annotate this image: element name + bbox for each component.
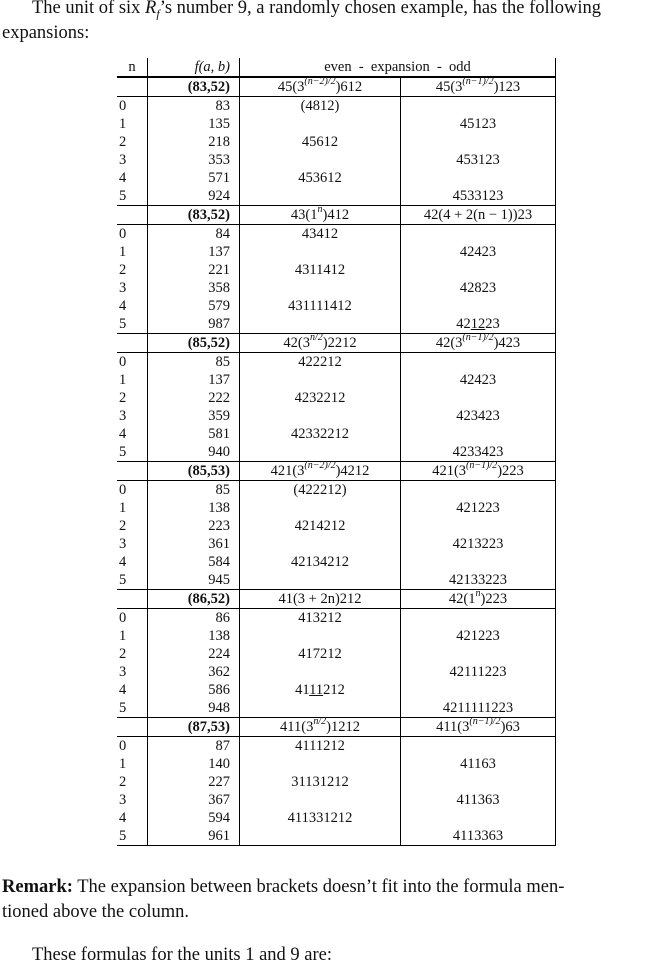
row-odd-expansion: 45123	[401, 115, 556, 133]
header-expansion	[240, 58, 556, 77]
row-even-expansion: 422212	[240, 353, 401, 372]
table-row	[117, 553, 556, 571]
formula-post: )123	[493, 79, 521, 95]
expansion-underlined-part: 11	[309, 682, 324, 698]
formula-post: )63	[500, 719, 520, 735]
row-odd-expansion: 4211111223	[401, 699, 556, 718]
group-header-n-cell	[117, 590, 148, 609]
row-even-expansion: 413212	[240, 609, 401, 628]
group-header-n-cell	[117, 718, 148, 737]
row-even-expansion	[240, 681, 401, 699]
row-even-expansion	[240, 443, 401, 462]
group-header-row	[117, 77, 556, 97]
table-row	[117, 645, 556, 663]
row-odd-expansion	[401, 481, 556, 500]
rf-symbol	[145, 0, 160, 21]
group-header-row	[117, 206, 556, 225]
formula-exponent: (n−2)/2	[304, 460, 336, 472]
row-f-value: 137	[148, 243, 240, 261]
formula-post: )412	[322, 207, 350, 223]
expansion-part: 41	[295, 682, 310, 698]
row-f-value: 961	[148, 827, 240, 846]
table-row	[117, 755, 556, 773]
row-even-expansion: 417212	[240, 645, 401, 663]
formula-pre: 411(3	[280, 719, 314, 735]
row-n: 3	[117, 791, 148, 809]
row-n: 1	[117, 243, 148, 261]
row-n: 3	[117, 151, 148, 169]
row-even-expansion: 453612	[240, 169, 401, 187]
row-odd-expansion	[401, 169, 556, 187]
table-row	[117, 243, 556, 261]
row-f-value: 945	[148, 571, 240, 590]
row-n: 1	[117, 371, 148, 389]
outro-text: These formulas for the units 1 and 9 are:	[32, 945, 333, 965]
row-even-expansion	[240, 151, 401, 169]
row-f-value: 987	[148, 315, 240, 334]
group-pair: (83,52)	[148, 77, 240, 97]
row-n: 5	[117, 443, 148, 462]
even-formula	[240, 462, 401, 481]
group-header-row	[117, 334, 556, 353]
row-n: 4	[117, 169, 148, 187]
table-row	[117, 169, 556, 187]
row-n: 3	[117, 663, 148, 681]
row-even-expansion: 4232212	[240, 389, 401, 407]
intro-text-pre: The unit of six	[32, 0, 146, 18]
expansion-part: 23	[485, 316, 500, 332]
table-row	[117, 699, 556, 718]
row-n: 0	[117, 737, 148, 756]
formula-post: )423	[493, 335, 521, 351]
row-even-expansion	[240, 791, 401, 809]
formula-exponent: (n−1)/2	[462, 76, 494, 88]
row-n: 1	[117, 115, 148, 133]
row-n: 5	[117, 315, 148, 334]
row-even-expansion	[240, 699, 401, 718]
row-odd-expansion: 42423	[401, 243, 556, 261]
row-n: 1	[117, 627, 148, 645]
header-n: n	[117, 58, 148, 77]
table-row	[117, 389, 556, 407]
table-row	[117, 499, 556, 517]
row-odd-expansion: 4113363	[401, 827, 556, 846]
table-row	[117, 371, 556, 389]
formula-exponent: (n−1)/2	[462, 332, 494, 344]
row-n: 2	[117, 645, 148, 663]
row-n: 4	[117, 425, 148, 443]
odd-formula	[401, 334, 556, 353]
intro-text-post: ’s number 9, a randomly chosen example, has the following	[159, 0, 602, 18]
row-n: 5	[117, 571, 148, 590]
remark-text-1: The expansion between brackets doesn’t fit into the formula men-	[72, 877, 565, 897]
remark-line-1	[2, 875, 564, 899]
odd-formula	[401, 590, 556, 609]
table-row	[117, 443, 556, 462]
row-odd-expansion	[401, 353, 556, 372]
row-even-expansion	[240, 571, 401, 590]
row-odd-expansion: 423423	[401, 407, 556, 425]
row-odd-expansion	[401, 389, 556, 407]
row-even-expansion: 4111212	[240, 737, 401, 756]
even-formula	[240, 77, 401, 97]
row-f-value: 83	[148, 97, 240, 116]
odd-formula	[401, 206, 556, 225]
row-f-value: 138	[148, 499, 240, 517]
table-row	[117, 609, 556, 628]
table-row	[117, 115, 556, 133]
row-even-expansion	[240, 663, 401, 681]
row-odd-expansion: 42111223	[401, 663, 556, 681]
table-row	[117, 773, 556, 791]
formula-exponent: (n−1)/2	[466, 460, 498, 472]
row-even-expansion	[240, 279, 401, 297]
formula-pre: 42(3	[435, 335, 463, 351]
expansion-part: 212	[323, 682, 345, 698]
intro-line-1	[32, 0, 601, 26]
row-odd-expansion	[401, 681, 556, 699]
row-n: 1	[117, 499, 148, 517]
row-f-value: 594	[148, 809, 240, 827]
row-n: 4	[117, 297, 148, 315]
row-f-value: 361	[148, 535, 240, 553]
expansion-part: 42	[456, 316, 471, 332]
row-f-value: 227	[148, 773, 240, 791]
row-even-expansion	[240, 187, 401, 206]
row-odd-expansion	[401, 609, 556, 628]
odd-formula	[401, 462, 556, 481]
row-even-expansion	[240, 827, 401, 846]
formula-post: )223	[497, 463, 524, 479]
formula-pre: 43(1	[290, 207, 318, 223]
row-even-expansion: (422212)	[240, 481, 401, 500]
table-row	[117, 279, 556, 297]
row-f-value: 85	[148, 353, 240, 372]
formula-pre: 45(3	[435, 79, 463, 95]
odd-formula	[401, 718, 556, 737]
row-even-expansion	[240, 115, 401, 133]
table-row	[117, 97, 556, 116]
row-even-expansion: 42332212	[240, 425, 401, 443]
row-n: 5	[117, 187, 148, 206]
row-odd-expansion	[401, 225, 556, 244]
group-pair: (85,52)	[148, 334, 240, 353]
table-row	[117, 571, 556, 590]
row-odd-expansion: 421223	[401, 499, 556, 517]
formula-exponent: n	[317, 204, 323, 216]
row-f-value: 138	[148, 627, 240, 645]
formula-pre: 45(3	[277, 79, 305, 95]
group-header-n-cell	[117, 462, 148, 481]
row-even-expansion: 43412	[240, 225, 401, 244]
table-row	[117, 809, 556, 827]
row-odd-expansion	[401, 133, 556, 151]
table-row	[117, 297, 556, 315]
row-odd-expansion	[401, 97, 556, 116]
row-f-value: 86	[148, 609, 240, 628]
row-even-expansion: 42134212	[240, 553, 401, 571]
group-header-n-cell	[117, 334, 148, 353]
expansion-table	[117, 58, 556, 846]
remark-label: Remark:	[2, 877, 73, 897]
row-f-value: 362	[148, 663, 240, 681]
table-column-header-row	[117, 58, 556, 77]
row-f-value: 358	[148, 279, 240, 297]
row-f-value: 87	[148, 737, 240, 756]
row-f-value: 940	[148, 443, 240, 462]
row-even-expansion	[240, 755, 401, 773]
row-even-expansion	[240, 627, 401, 645]
even-formula	[240, 334, 401, 353]
row-n: 4	[117, 553, 148, 571]
row-odd-expansion	[401, 517, 556, 535]
row-odd-expansion: 42133223	[401, 571, 556, 590]
row-even-expansion	[240, 243, 401, 261]
row-f-value: 224	[148, 645, 240, 663]
header-expansion-text: even - expansion - odd	[324, 59, 471, 75]
row-n: 2	[117, 389, 148, 407]
group-header-n-cell	[117, 206, 148, 225]
row-even-expansion: 4214212	[240, 517, 401, 535]
odd-formula	[401, 77, 556, 97]
rf-base: R	[145, 0, 157, 18]
table-row	[117, 315, 556, 334]
row-n: 3	[117, 535, 148, 553]
row-f-value: 223	[148, 517, 240, 535]
row-n: 0	[117, 225, 148, 244]
row-f-value: 85	[148, 481, 240, 500]
row-f-value: 84	[148, 225, 240, 244]
table-row	[117, 737, 556, 756]
row-f-value: 367	[148, 791, 240, 809]
row-even-expansion	[240, 371, 401, 389]
row-odd-expansion	[401, 261, 556, 279]
table-row	[117, 353, 556, 372]
formula-post: )2212	[322, 335, 357, 351]
row-even-expansion: 4311412	[240, 261, 401, 279]
row-odd-expansion	[401, 315, 556, 334]
row-f-value: 581	[148, 425, 240, 443]
row-even-expansion: 431111412	[240, 297, 401, 315]
row-n: 2	[117, 517, 148, 535]
table-row	[117, 481, 556, 500]
row-odd-expansion	[401, 553, 556, 571]
table-row	[117, 261, 556, 279]
row-odd-expansion	[401, 645, 556, 663]
table-row	[117, 425, 556, 443]
table-row	[117, 517, 556, 535]
row-n: 0	[117, 353, 148, 372]
row-odd-expansion	[401, 737, 556, 756]
row-f-value: 359	[148, 407, 240, 425]
row-odd-expansion: 411363	[401, 791, 556, 809]
row-f-value: 221	[148, 261, 240, 279]
even-formula	[240, 590, 401, 609]
row-f-value: 586	[148, 681, 240, 699]
row-f-value: 140	[148, 755, 240, 773]
table-row	[117, 225, 556, 244]
row-odd-expansion: 4213223	[401, 535, 556, 553]
row-f-value: 353	[148, 151, 240, 169]
row-f-value: 924	[148, 187, 240, 206]
row-even-expansion: 411331212	[240, 809, 401, 827]
rf-subscript: f	[156, 6, 160, 21]
row-f-value: 218	[148, 133, 240, 151]
row-n: 0	[117, 97, 148, 116]
row-f-value: 135	[148, 115, 240, 133]
row-n: 2	[117, 133, 148, 151]
row-n: 5	[117, 699, 148, 718]
row-even-expansion	[240, 315, 401, 334]
formula-pre: 42(1	[448, 591, 476, 607]
formula-post: )4212	[335, 463, 370, 479]
group-pair: (87,53)	[148, 718, 240, 737]
formula-exponent: n/2	[309, 332, 323, 344]
row-n: 0	[117, 609, 148, 628]
row-f-value: 948	[148, 699, 240, 718]
intro-line-2: expansions:	[2, 23, 90, 43]
table-row	[117, 791, 556, 809]
group-header-n-cell	[117, 77, 148, 97]
formula-post: )223	[480, 591, 508, 607]
row-n: 1	[117, 755, 148, 773]
row-n: 4	[117, 809, 148, 827]
formula-pre: 421(3	[270, 463, 305, 479]
row-f-value: 579	[148, 297, 240, 315]
group-pair: (86,52)	[148, 590, 240, 609]
formula-exponent: n/2	[313, 716, 327, 728]
row-even-expansion: 31131212	[240, 773, 401, 791]
row-f-value: 584	[148, 553, 240, 571]
row-odd-expansion: 421223	[401, 627, 556, 645]
row-odd-expansion: 42823	[401, 279, 556, 297]
row-f-value: 137	[148, 371, 240, 389]
row-odd-expansion	[401, 297, 556, 315]
row-odd-expansion: 4233423	[401, 443, 556, 462]
row-odd-expansion: 4533123	[401, 187, 556, 206]
row-even-expansion	[240, 535, 401, 553]
row-even-expansion: 45612	[240, 133, 401, 151]
formula-pre: 411(3	[436, 719, 470, 735]
row-f-value: 222	[148, 389, 240, 407]
formula-pre: 41(3 + 2n)212	[278, 591, 362, 607]
expansion-underlined-part: 12	[470, 316, 486, 332]
table-row	[117, 663, 556, 681]
formula-exponent: n	[475, 588, 481, 600]
formula-post: )1212	[326, 719, 360, 735]
row-n: 5	[117, 827, 148, 846]
group-header-row	[117, 590, 556, 609]
row-odd-expansion: 42423	[401, 371, 556, 389]
row-n: 2	[117, 773, 148, 791]
table-row	[117, 681, 556, 699]
row-n: 3	[117, 407, 148, 425]
table-row	[117, 133, 556, 151]
table-body	[117, 77, 556, 846]
formula-pre: 42(3	[283, 335, 310, 351]
formula-post: )612	[335, 79, 363, 95]
row-n: 2	[117, 261, 148, 279]
formula-pre: 42(4 + 2(n − 1))23	[423, 207, 533, 223]
row-n: 4	[117, 681, 148, 699]
row-odd-expansion	[401, 773, 556, 791]
remark-line-2: tioned above the column.	[2, 902, 190, 922]
row-odd-expansion	[401, 809, 556, 827]
even-formula	[240, 206, 401, 225]
table-row	[117, 827, 556, 846]
formula-exponent: (n−2)/2	[304, 76, 336, 88]
row-even-expansion	[240, 499, 401, 517]
group-pair: (83,52)	[148, 206, 240, 225]
table-row	[117, 535, 556, 553]
even-formula	[240, 718, 401, 737]
row-n: 0	[117, 481, 148, 500]
row-even-expansion	[240, 407, 401, 425]
group-pair: (85,53)	[148, 462, 240, 481]
formula-pre: 421(3	[432, 463, 467, 479]
table-row	[117, 627, 556, 645]
row-even-expansion: (4812)	[240, 97, 401, 116]
row-odd-expansion: 453123	[401, 151, 556, 169]
formula-exponent: (n−1)/2	[469, 716, 501, 728]
row-n: 3	[117, 279, 148, 297]
header-f: f(a, b)	[148, 58, 240, 77]
row-f-value: 571	[148, 169, 240, 187]
row-odd-expansion	[401, 425, 556, 443]
table-row	[117, 151, 556, 169]
table-row	[117, 187, 556, 206]
table-row	[117, 407, 556, 425]
group-header-row	[117, 462, 556, 481]
row-odd-expansion: 41163	[401, 755, 556, 773]
group-header-row	[117, 718, 556, 737]
